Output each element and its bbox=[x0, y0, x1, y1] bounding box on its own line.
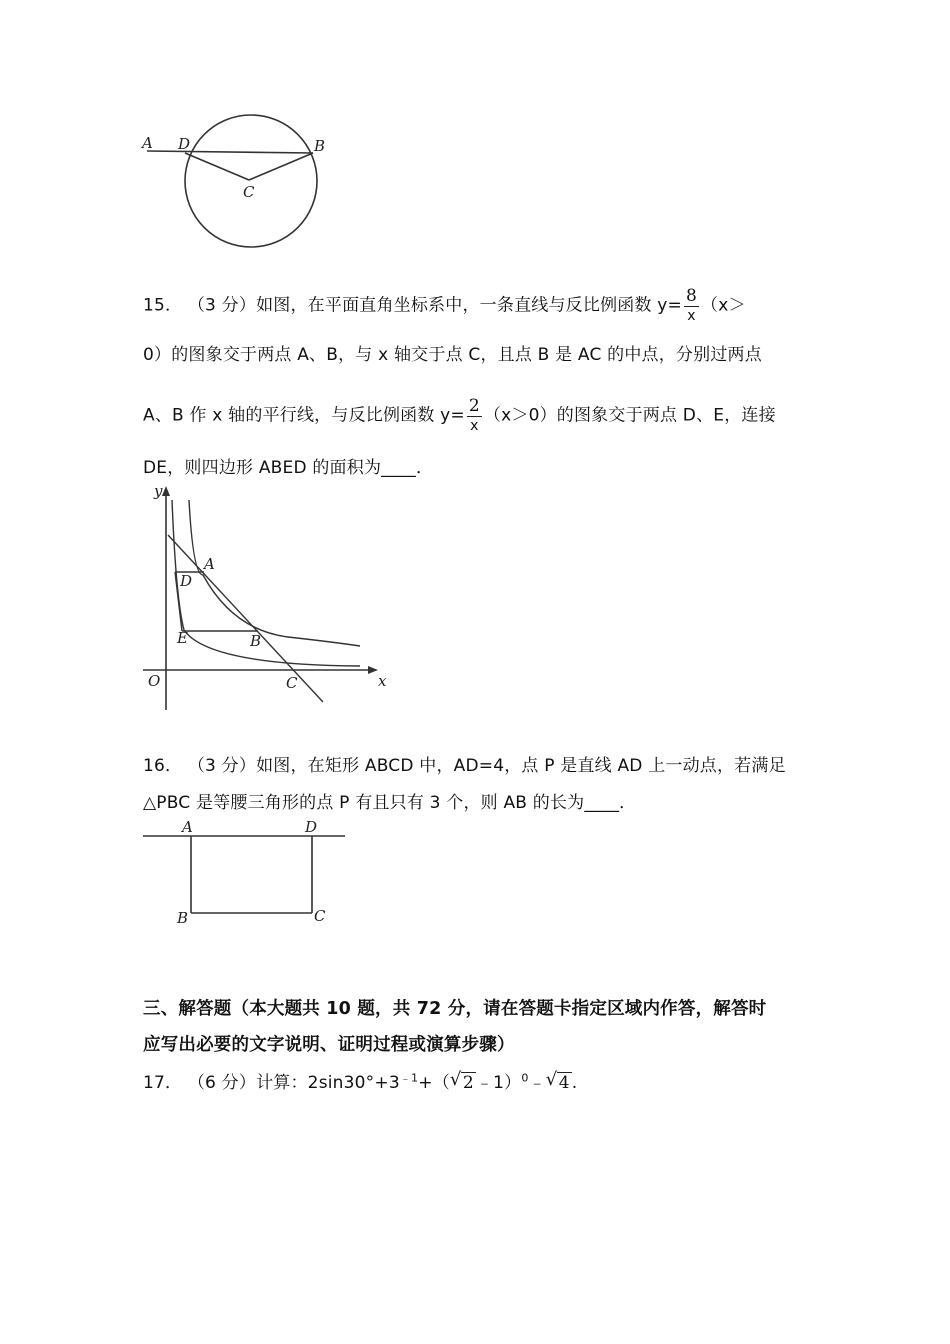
segment-ab bbox=[147, 151, 313, 153]
q17-after-sqrt: ﹣1） bbox=[475, 1073, 522, 1093]
curve-y-8-over-x bbox=[189, 500, 360, 646]
label-c: C bbox=[243, 183, 255, 201]
label-d: D bbox=[305, 818, 318, 836]
q15-text3-end: （x＞0）的图象交于两点 D、E，连接 bbox=[483, 405, 776, 426]
q17-line bbox=[143, 1068, 577, 1093]
label-a: A bbox=[142, 134, 153, 152]
q16-line2: △PBC 是等腰三角形的点 P 有且只有 3 个，则 AB 的长为____． bbox=[143, 793, 637, 813]
radical-icon: √ bbox=[449, 1069, 462, 1090]
segment-dc bbox=[185, 153, 249, 180]
q15-number: 15． bbox=[143, 295, 183, 316]
segment-cb bbox=[249, 153, 313, 180]
sqrt-4-radicand: 4 bbox=[558, 1073, 570, 1093]
q17-prefix: 计算：2sin30°+3 bbox=[256, 1073, 400, 1093]
q17-end: . bbox=[571, 1073, 578, 1093]
q15-line3 bbox=[143, 398, 776, 433]
q17-minus: ﹣ bbox=[528, 1073, 546, 1093]
label-y: y bbox=[154, 482, 163, 500]
q15-line1 bbox=[143, 288, 746, 323]
label-x: x bbox=[378, 672, 387, 690]
sqrt-2 bbox=[449, 1069, 476, 1093]
q17-score: （6 分） bbox=[187, 1073, 257, 1093]
q17-number: 17． bbox=[143, 1073, 183, 1093]
q15-line4: DE，则四边形 ABED 的面积为____． bbox=[143, 458, 434, 478]
label-b: B bbox=[250, 632, 262, 650]
q17-exp2: 0 bbox=[521, 1071, 529, 1085]
q15-text1-end: （x＞ bbox=[701, 295, 746, 316]
figure-circle bbox=[138, 110, 338, 255]
q16-number: 16． bbox=[143, 756, 183, 776]
frac1-num: 8 bbox=[686, 286, 698, 306]
q17-plus-paren: +（ bbox=[418, 1073, 450, 1093]
q16-score: （3 分） bbox=[187, 756, 257, 776]
figure-rectangle bbox=[138, 815, 353, 930]
q16-text1: 如图，在矩形 ABCD 中，AD=4，点 P 是直线 AD 上一动点，若满足 bbox=[256, 756, 786, 776]
q15-line2: 0）的图象交于两点 A、B，与 x 轴交于点 C，且点 B 是 AC 的中点，分别过两点 bbox=[143, 345, 762, 365]
sqrt-4 bbox=[545, 1069, 572, 1093]
line-ac bbox=[168, 535, 323, 702]
frac2-den: x bbox=[470, 418, 479, 434]
section-3-heading-line1: 三、解答题（本大题共 10 题，共 72 分，请在答题卡指定区域内作答，解答时 bbox=[143, 999, 767, 1019]
fraction-8-over-x bbox=[684, 288, 699, 323]
frac1-den: x bbox=[687, 308, 696, 324]
label-e: E bbox=[177, 629, 188, 647]
circle bbox=[185, 115, 317, 247]
label-c: C bbox=[314, 907, 326, 925]
sqrt-2-radicand: 2 bbox=[462, 1073, 474, 1093]
q17-exp1: ﹣1 bbox=[399, 1071, 419, 1085]
q15-text3: A、B 作 x 轴的平行线，与反比例函数 y= bbox=[143, 405, 465, 426]
label-a: A bbox=[182, 818, 193, 836]
q15-text1: 如图，在平面直角坐标系中，一条直线与反比例函数 y= bbox=[256, 295, 682, 316]
q16-line1 bbox=[143, 751, 786, 776]
label-b: B bbox=[314, 137, 326, 155]
label-a: A bbox=[204, 555, 215, 573]
figure-coordinate-plane bbox=[138, 480, 398, 715]
frac2-num: 2 bbox=[468, 396, 480, 416]
label-o: O bbox=[148, 672, 161, 690]
label-b: B bbox=[177, 909, 189, 927]
section-3-heading-line2: 应写出必要的文字说明、证明过程或演算步骤） bbox=[143, 1035, 515, 1055]
radical-icon: √ bbox=[545, 1069, 558, 1090]
x-axis-arrow bbox=[368, 666, 378, 674]
y-axis-arrow bbox=[162, 486, 170, 496]
q15-score: （3 分） bbox=[187, 295, 257, 316]
label-d: D bbox=[180, 572, 193, 590]
fraction-2-over-x bbox=[467, 398, 482, 433]
label-c: C bbox=[286, 674, 298, 692]
label-d: D bbox=[178, 135, 191, 153]
